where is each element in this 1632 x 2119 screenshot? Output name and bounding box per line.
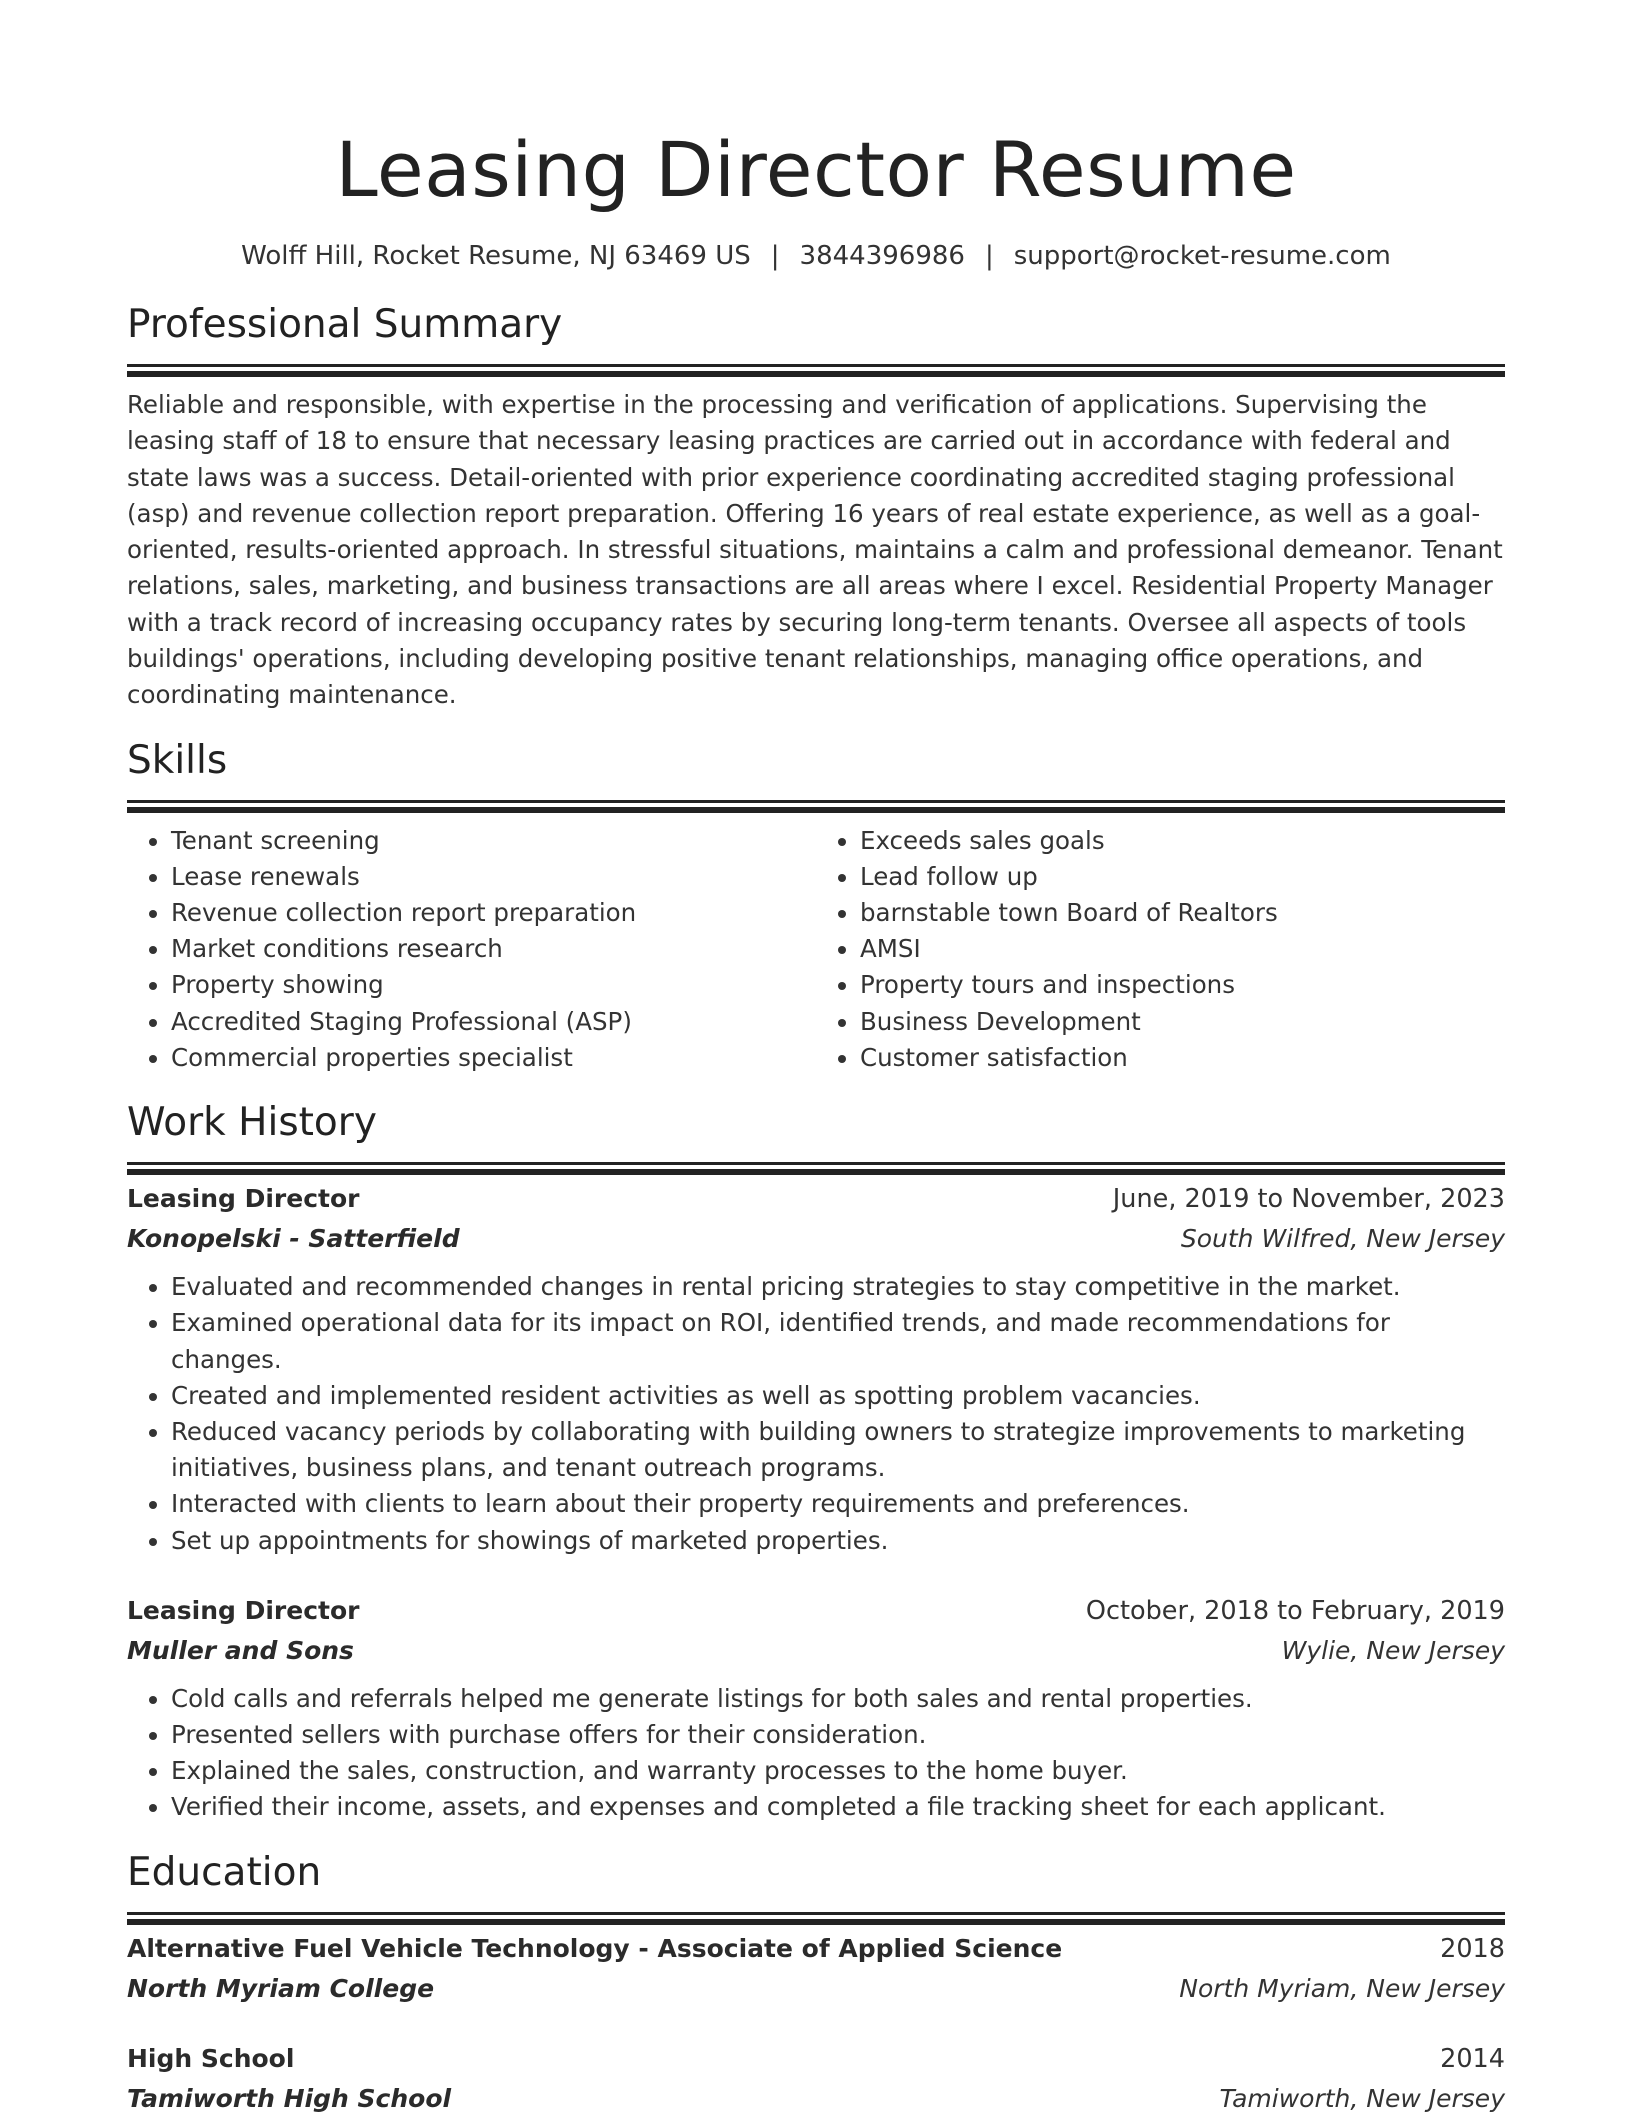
contact-phone: 3844396986: [799, 241, 965, 271]
education-school: North Myriam College: [127, 1973, 435, 2003]
job-dates: October, 2018 to February, 2019: [1085, 1595, 1505, 1626]
skill-item: • Lead follow up: [860, 859, 1505, 895]
job-bullets: [127, 1681, 1505, 1826]
skill-item: • Tenant screening: [171, 823, 816, 859]
skill-item: • barnstable town Board of Realtors: [860, 895, 1505, 931]
job-bullet: • Reduced vacancy periods by collaborating with building owners to strategize improvements to marketing initiatives, business plans, and tenant outreach programs.: [171, 1414, 1505, 1486]
section-divider: [127, 1162, 1505, 1165]
education-location: Tamiworth, New Jersey: [1219, 2083, 1505, 2113]
job-bullet: • Presented sellers with purchase offers for their consideration.: [171, 1717, 1505, 1753]
job-location: Wylie, New Jersey: [1281, 1635, 1505, 1665]
job-company: Konopelski - Satterfield: [127, 1224, 460, 1254]
job-bullets: [127, 1269, 1505, 1559]
job-location: South Wilfred, New Jersey: [1180, 1224, 1505, 1254]
job-bullet: • Set up appointments for showings of marketed properties.: [171, 1523, 1505, 1559]
job-bullet: • Created and implemented resident activities as well as spotting problem vacancies.: [171, 1378, 1505, 1414]
job-bullet: • Cold calls and referrals helped me generate listings for both sales and rental properties.: [171, 1681, 1505, 1717]
skills-column-left: [127, 823, 816, 1076]
section-title-summary: Professional Summary: [127, 302, 563, 347]
job-bullet: • Evaluated and recommended changes in rental pricing strategies to stay competitive in the market.: [171, 1269, 1505, 1305]
skills-column-right: [816, 823, 1505, 1076]
section-title-education: Education: [127, 1849, 322, 1895]
skill-item: • Market conditions research: [171, 931, 816, 967]
education-entry: [127, 2039, 1505, 2119]
section-title-skills: Skills: [127, 737, 228, 783]
skill-item: • Property tours and inspections: [860, 967, 1505, 1003]
skill-item: • Revenue collection report preparation: [171, 895, 816, 931]
job-bullet: • Examined operational data for its impact on ROI, identified trends, and made recommendations for changes.: [171, 1305, 1505, 1377]
job-bullet: • Interacted with clients to learn about their property requirements and preferences.: [171, 1486, 1505, 1522]
skill-item: • Lease renewals: [171, 859, 816, 895]
skills-list: [127, 823, 1505, 1076]
skill-item: • Accredited Staging Professional (ASP): [171, 1004, 816, 1040]
skill-item: • Commercial properties specialist: [171, 1040, 816, 1076]
education-year: 2018: [1440, 1933, 1505, 1964]
education-degree: High School: [127, 2043, 295, 2073]
job-title: Leasing Director: [127, 1595, 360, 1625]
contact-email: support@rocket-resume.com: [1013, 241, 1391, 271]
education-year: 2014: [1440, 2043, 1505, 2074]
section-divider: [127, 1912, 1505, 1915]
contact-line: [127, 236, 1505, 276]
skill-item: • Exceeds sales goals: [860, 823, 1505, 859]
job-dates: June, 2019 to November, 2023: [1112, 1184, 1505, 1215]
skill-item: • Business Development: [860, 1004, 1505, 1040]
job-bullet: • Verified their income, assets, and expenses and completed a file tracking sheet for each applicant.: [171, 1789, 1505, 1825]
job-entry: [127, 1179, 1505, 1559]
resume-title: Leasing Director Resume: [335, 125, 1297, 214]
section-divider: [127, 800, 1505, 803]
job-company: Muller and Sons: [127, 1635, 354, 1665]
education-location: North Myriam, New Jersey: [1179, 1973, 1505, 2003]
skill-item: • Customer satisfaction: [860, 1040, 1505, 1076]
education-degree: Alternative Fuel Vehicle Technology - Associate of Applied Science: [127, 1933, 1063, 1963]
summary-text: Reliable and responsible, with expertise in the processing and verification of applications. Supervising the leasing staff of 18 to ensure that necessary leasing practices are carried out in accordance with federal and state laws was a success. Detail-oriented with prior experience coordinating accredited staging professional (asp) and revenue collection report preparation. Offering 16 years of real estate experience, as well as a goal-oriented, results-oriented approach. In stressful situations, maintains a calm and professional demeanor. Tenant relations, sales, marketing, and business transactions are all areas where I excel. Residential Property Manager with a track record of increasing occupancy rates by securing long-term tenants. Oversee all aspects of tools buildings' operations, including developing positive tenant relationships, managing office operations, and coordinating maintenance.: [127, 390, 1503, 710]
contact-address: Wolff Hill, Rocket Resume, NJ 63469 US: [241, 241, 751, 271]
skill-item: • AMSI: [860, 931, 1505, 967]
job-bullet: • Explained the sales, construction, and warranty processes to the home buyer.: [171, 1753, 1505, 1789]
section-title-work: Work History: [127, 1100, 377, 1146]
contact-separator: |: [984, 241, 994, 271]
education-school: Tamiworth High School: [127, 2083, 452, 2113]
contact-separator: |: [770, 241, 780, 271]
job-title: Leasing Director: [127, 1184, 360, 1214]
section-divider: [127, 364, 1505, 367]
skill-item: • Property showing: [171, 967, 816, 1003]
education-entry: [127, 1929, 1505, 2009]
job-entry: [127, 1591, 1505, 1826]
